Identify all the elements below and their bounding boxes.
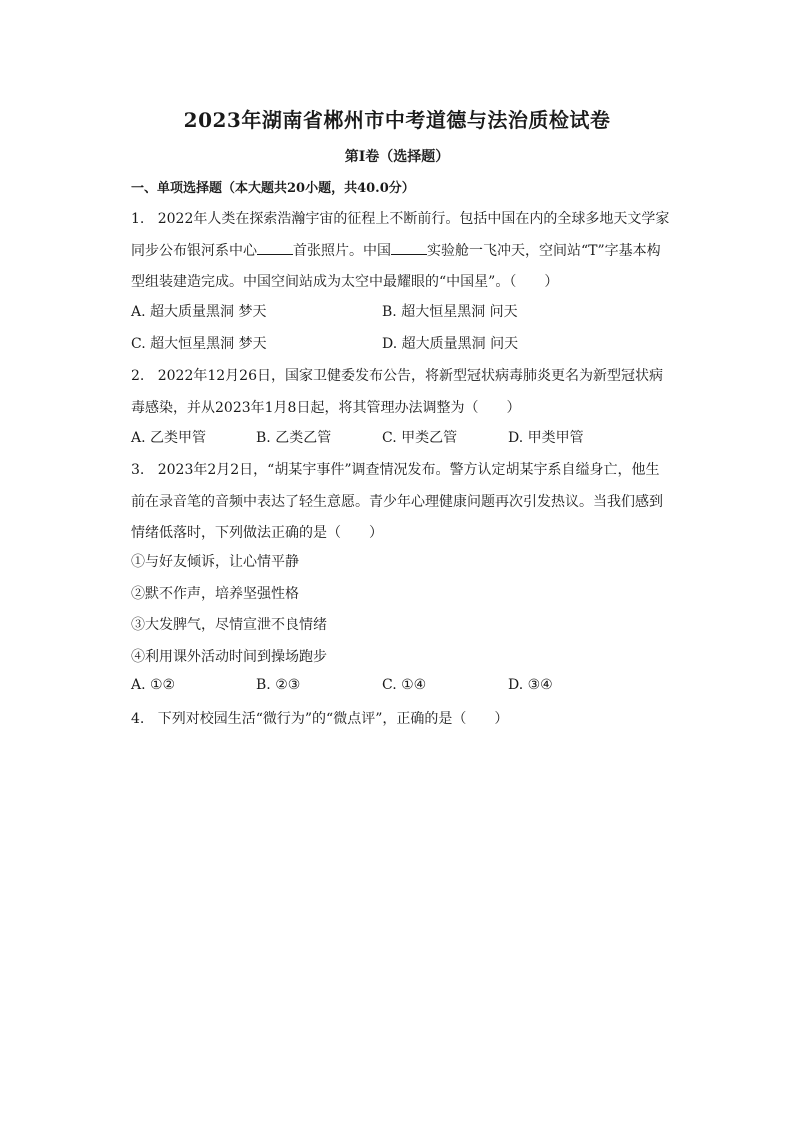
option-b: B. 乙类乙管 (256, 430, 332, 446)
question-text: 2022年人类在探索浩瀚宇宙的征程上不断前行。包括中国在内的全球多地天文学家同步公布银河系中心 (131, 211, 670, 259)
exam-title: 2023年湖南省郴州市中考道德与法治质检试卷 (183, 108, 611, 132)
option-a: A. 乙类甲管 (131, 430, 207, 446)
option-c: C. 甲类乙管 (382, 430, 458, 446)
option-b: B. 超大恒星黑洞 问天 (382, 304, 518, 320)
option-d: D. 甲类甲管 (508, 430, 584, 446)
option-b: B. ②③ (256, 677, 301, 693)
question-4 (131, 708, 508, 728)
question-text: 实验舱一飞冲天，空间站“T”字基本构型组装建造完成。中国空间站成为太空中最耀眼的“中国星”。（ ） (131, 242, 661, 290)
option-d: D. ③④ (508, 677, 553, 693)
question-number: 1. (131, 211, 145, 227)
question-number: 3. (131, 462, 145, 478)
option-a: A. ①② (131, 677, 176, 693)
question-text: 2022年12月26日，国家卫健委发布公告，将新型冠状病毒肺炎更名为新型冠状病毒感染，并从2023年1月8日起，将其管理办法调整为（ ） (131, 368, 663, 416)
question-text: 首张照片。中国 (293, 242, 391, 259)
answer-blank (391, 242, 427, 255)
option-c: C. ①④ (382, 677, 427, 693)
question-number: 4. (131, 711, 145, 727)
question-number: 2. (131, 368, 145, 384)
option-a: A. 超大质量黑洞 梦天 (131, 304, 267, 320)
statement-item: ③大发脾气，尽情宣泄不良情绪 (131, 617, 327, 633)
section-heading: 一、单项选择题（本大题共20小题，共40.0分） (131, 181, 415, 196)
option-c: C. 超大恒星黑洞 梦天 (131, 336, 267, 352)
question-text: 下列对校园生活“微行为”的“微点评”，正确的是（ ） (157, 711, 509, 727)
question-2 (131, 361, 671, 424)
statement-item: ②默不作声，培养坚强性格 (131, 586, 299, 602)
statement-item: ①与好友倾诉，让心情平静 (131, 554, 299, 570)
question-3 (131, 455, 671, 550)
option-d: D. 超大质量黑洞 问天 (382, 336, 519, 352)
question-1 (131, 204, 671, 299)
answer-blank (257, 242, 293, 255)
part-heading: 第I卷（选择题） (344, 149, 450, 165)
statement-item: ④利用课外活动时间到操场跑步 (131, 649, 327, 665)
question-text: 2023年2月2日，“胡某宇事件”调查情况发布。警方认定胡某宇系自缢身亡，他生前在录音笔的音频中表达了轻生意愿。青少年心理健康问题再次引发热议。当我们感到情绪低落时，下列做法正确的是（ ） (131, 462, 663, 541)
